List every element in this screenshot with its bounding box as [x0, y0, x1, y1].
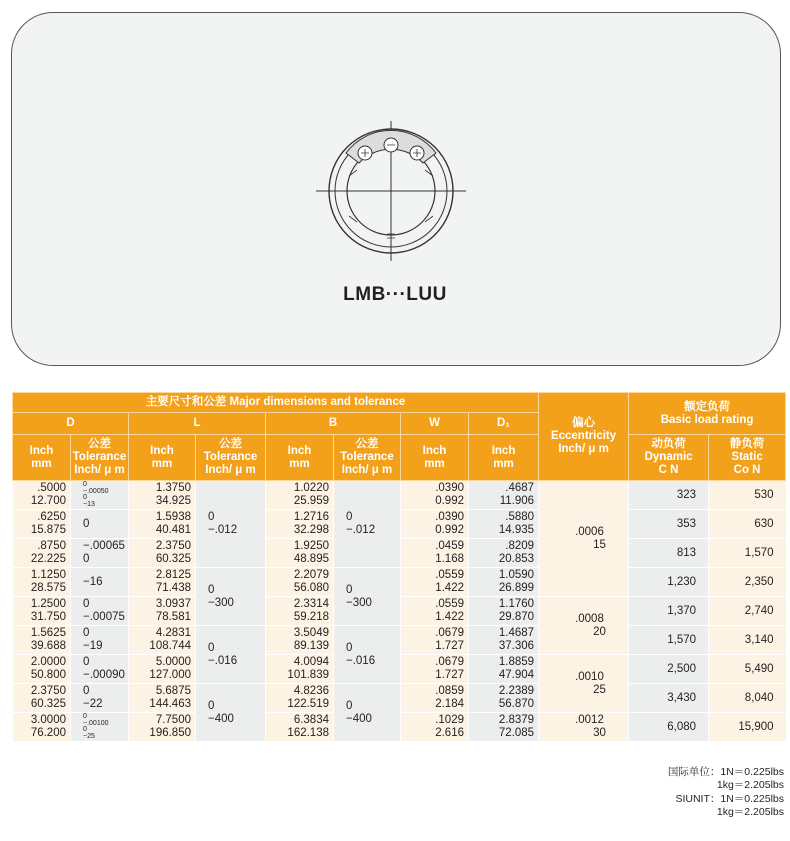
cell-dynamic-load: 353	[629, 510, 709, 539]
cell-W: .0859 2.184	[401, 684, 469, 713]
cell-D-tolerance: 0 −22	[71, 684, 129, 713]
cell-B: 4.8236 122.519	[266, 684, 334, 713]
cell-L: 2.3750 60.325	[129, 539, 196, 568]
cell-eccentricity: .0008 20	[539, 597, 629, 655]
cell-eccentricity: .0010 25	[539, 655, 629, 713]
cell-L-tolerance: 0 −.016	[196, 626, 266, 684]
cell-static-load: 1,570	[709, 539, 786, 568]
cell-dynamic-load: 1,370	[629, 597, 709, 626]
cell-D-tolerance: −.00065 0	[71, 539, 129, 568]
cell-D: .5000 12.700	[13, 481, 71, 510]
cell-D-tolerance: 0 −.00090	[71, 655, 129, 684]
units-note-line: SIUNIT：1N＝0.225lbs	[675, 792, 784, 805]
eccentricity-unit: Inch/ μ m	[558, 443, 609, 455]
header-D1-inch-mm: Inch mm	[469, 435, 539, 481]
cell-D1: .5880 14.935	[469, 510, 539, 539]
header-L-tolerance: 公差 Tolerance Inch/ μ m	[196, 435, 266, 481]
cell-static-load: 15,900	[709, 713, 786, 742]
cell-W: .0559 1.422	[401, 597, 469, 626]
cell-B-tolerance: 0 −400	[334, 684, 401, 742]
cell-B: 4.0094 101.839	[266, 655, 334, 684]
cell-static-load: 3,140	[709, 626, 786, 655]
cell-D: 1.1250 28.575	[13, 568, 71, 597]
header-B: B	[266, 413, 401, 435]
cell-L: 3.0937 78.581	[129, 597, 196, 626]
units-note-line: 1kg＝2.205lbs	[716, 779, 784, 792]
cell-L: 1.3750 34.925	[129, 481, 196, 510]
cell-D1: 1.4687 37.306	[469, 626, 539, 655]
cell-D-tolerance: 0 −.00100 0 −25	[71, 713, 129, 742]
header-W-inch-mm: Inch mm	[401, 435, 469, 481]
cell-B: 2.3314 59.218	[266, 597, 334, 626]
cell-eccentricity: .0006 15	[539, 481, 629, 597]
cell-D1: .8209 20.853	[469, 539, 539, 568]
cell-D: 1.5625 39.688	[13, 626, 71, 655]
cell-W: .0559 1.422	[401, 568, 469, 597]
cell-W: .0390 0.992	[401, 510, 469, 539]
cell-D: 1.2500 31.750	[13, 597, 71, 626]
header-D1: D₁	[469, 413, 539, 435]
eccentricity-cn: 偏心	[572, 417, 596, 429]
cell-D-tolerance: 0	[71, 510, 129, 539]
cell-B: 1.9250 48.895	[266, 539, 334, 568]
header-dynamic: 动负荷 Dynamic C N	[629, 435, 709, 481]
cell-L: 1.5938 40.481	[129, 510, 196, 539]
cell-D: 2.0000 50.800	[13, 655, 71, 684]
cell-dynamic-load: 323	[629, 481, 709, 510]
cell-W: .0459 1.168	[401, 539, 469, 568]
cell-L: 4.2831 108.744	[129, 626, 196, 655]
cell-W: .0679 1.727	[401, 626, 469, 655]
load-cn: 额定负荷	[684, 400, 731, 413]
cell-D1: 2.8379 72.085	[469, 713, 539, 742]
table-row	[13, 626, 786, 655]
cell-D-tolerance: 0 −.00050 0 −13	[71, 481, 129, 510]
cell-dynamic-load: 6,080	[629, 713, 709, 742]
cell-L: 5.0000 127.000	[129, 655, 196, 684]
cell-W: .0679 1.727	[401, 655, 469, 684]
cell-static-load: 2,350	[709, 568, 786, 597]
cell-L-tolerance: 0 −300	[196, 568, 266, 626]
header-D-inch-mm: Inch mm	[13, 435, 71, 481]
cell-D1: 2.2389 56.870	[469, 684, 539, 713]
header-L: L	[129, 413, 266, 435]
cell-B: 2.2079 56.080	[266, 568, 334, 597]
cell-eccentricity: .0012 30	[539, 713, 629, 742]
cell-D: .6250 15.875	[13, 510, 71, 539]
cell-D: 3.0000 76.200	[13, 713, 71, 742]
cell-L: 2.8125 71.438	[129, 568, 196, 597]
cell-B-tolerance: 0 −.016	[334, 626, 401, 684]
cell-static-load: 530	[709, 481, 786, 510]
table-row	[13, 684, 786, 713]
cell-L-tolerance: 0 −400	[196, 684, 266, 742]
cell-static-load: 8,040	[709, 684, 786, 713]
cell-B: 1.2716 32.298	[266, 510, 334, 539]
cell-dynamic-load: 2,500	[629, 655, 709, 684]
cell-L-tolerance: 0 −.012	[196, 481, 266, 568]
model-label: LMB···LUU	[343, 284, 447, 305]
header-eccentricity	[539, 393, 629, 481]
cell-W: .0390 0.992	[401, 481, 469, 510]
table-row	[13, 568, 786, 597]
cell-dynamic-load: 813	[629, 539, 709, 568]
header-major-dimensions: 主要尺寸和公差 Major dimensions and tolerance	[13, 393, 539, 413]
cell-B: 6.3834 162.138	[266, 713, 334, 742]
cell-D-tolerance: −16	[71, 568, 129, 597]
header-basic-load-rating	[629, 393, 786, 435]
cell-D: 2.3750 60.325	[13, 684, 71, 713]
linear-bearing-cross-section-icon	[291, 121, 491, 261]
header-D-tolerance: 公差 Tolerance Inch/ μ m	[71, 435, 129, 481]
product-figure-panel	[11, 12, 781, 366]
cell-B: 3.5049 89.139	[266, 626, 334, 655]
cell-D1: 1.0590 26.899	[469, 568, 539, 597]
header-B-tolerance: 公差 Tolerance Inch/ μ m	[334, 435, 401, 481]
units-note	[668, 766, 784, 819]
eccentricity-en: Eccentricity	[550, 430, 617, 442]
cell-B-tolerance: 0 −300	[334, 568, 401, 626]
cell-D: .8750 22.225	[13, 539, 71, 568]
header-W: W	[401, 413, 469, 435]
cell-static-load: 2,740	[709, 597, 786, 626]
header-D: D	[13, 413, 129, 435]
cell-L: 5.6875 144.463	[129, 684, 196, 713]
cell-B-tolerance: 0 −.012	[334, 481, 401, 568]
header-static: 静负荷 Static Co N	[709, 435, 786, 481]
cell-D1: 1.1760 29.870	[469, 597, 539, 626]
cell-dynamic-load: 1,230	[629, 568, 709, 597]
cell-L: 7.7500 196.850	[129, 713, 196, 742]
cell-W: .1029 2.616	[401, 713, 469, 742]
cell-D-tolerance: 0 −19	[71, 626, 129, 655]
units-note-line: 国际单位：1N＝0.225lbs	[667, 766, 784, 778]
cell-dynamic-load: 3,430	[629, 684, 709, 713]
load-en: Basic load rating	[660, 413, 754, 426]
cell-dynamic-load: 1,570	[629, 626, 709, 655]
units-note-line: 1kg＝2.205lbs	[716, 805, 784, 818]
cell-D1: .4687 11.906	[469, 481, 539, 510]
cell-static-load: 630	[709, 510, 786, 539]
cell-D1: 1.8859 47.904	[469, 655, 539, 684]
cell-static-load: 5,490	[709, 655, 786, 684]
header-L-inch-mm: Inch mm	[129, 435, 196, 481]
cell-D-tolerance: 0 −.00075	[71, 597, 129, 626]
header-B-inch-mm: Inch mm	[266, 435, 334, 481]
dimensions-table	[12, 392, 786, 742]
table-row	[13, 481, 786, 510]
cell-B: 1.0220 25.959	[266, 481, 334, 510]
